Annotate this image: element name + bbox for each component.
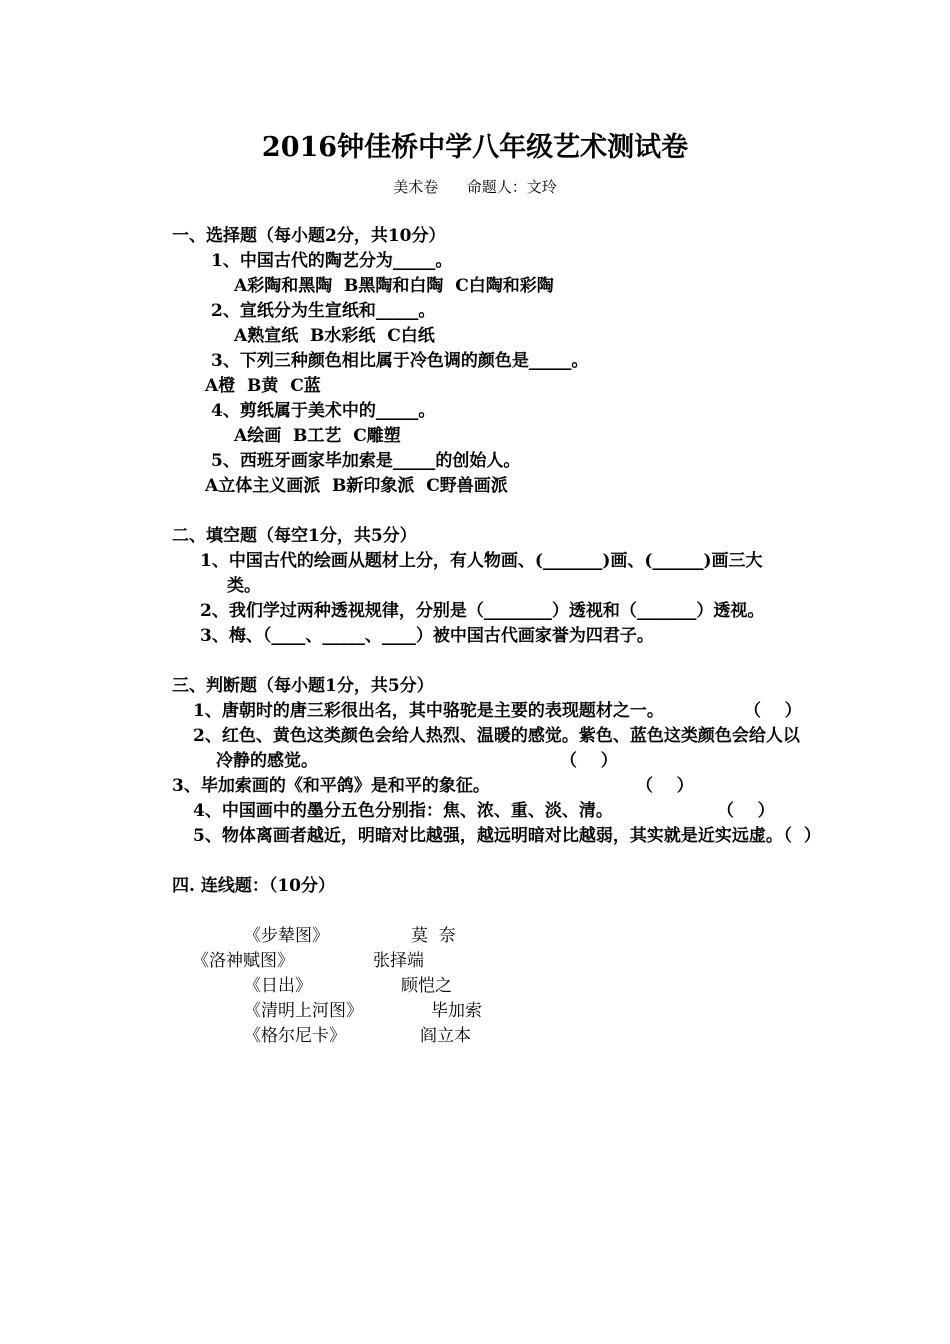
artist-item: 张择端: [373, 951, 424, 971]
section-heading: 四. 连线题：（10分）: [172, 876, 335, 896]
question-4: 4、中国画中的墨分五色分别指：焦、浓、重、淡、清。: [193, 801, 613, 821]
artist-item: 顾恺之: [401, 976, 452, 996]
question-2-options: A熟宣纸 B水彩纸 C白纸: [234, 326, 435, 346]
page-title: 2016钟佳桥中学八年级艺术测试卷: [261, 132, 689, 163]
answer-paren: （ ）: [636, 776, 694, 796]
question-2: 2、我们学过两种透视规律，分别是（________）透视和（_______）透视。: [200, 601, 765, 621]
question-2: 2、红色、黄色这类颜色会给人热烈、温暖的感觉。紫色、蓝色这类颜色会给人以: [193, 726, 800, 746]
artwork-item: 《清明上河图》: [244, 1001, 363, 1021]
question-1: 1、唐朝时的唐三彩很出名，其中骆驼是主要的表现题材之一。: [193, 701, 664, 721]
artwork-item: 《步辇图》: [244, 926, 329, 946]
question-5: 5、物体离画者越近，明暗对比越强，越远明暗对比越弱，其实就是近实远虚。: [193, 826, 783, 846]
question-1: 1、中国古代的绘画从题材上分，有人物画、(_______)画、(______)画三大: [200, 551, 763, 571]
question-5-options: A立体主义画派 B新印象派 C野兽画派: [205, 476, 508, 496]
answer-paren: （ ）: [775, 826, 821, 846]
artist-item: 毕加索: [431, 1001, 482, 1021]
section-heading: 二、填空题（每空1分，共5分）: [172, 526, 417, 546]
question-4-options: A绘画 B工艺 C雕塑: [234, 426, 401, 446]
question-3: 3、下列三种颜色相比属于冷色调的颜色是_____。: [211, 351, 589, 371]
answer-paren: （ ）: [560, 751, 618, 771]
question-3: 3、梅、（____、_____、____）被中国古代画家誉为四君子。: [200, 626, 654, 646]
section-heading: 一、选择题（每小题2分，共10分）: [172, 226, 446, 246]
page-subtitle: 美术卷 命题人：文玲: [393, 178, 557, 196]
question-1-continued: 类。: [227, 576, 261, 596]
question-2: 2、宣纸分为生宣纸和_____。: [211, 301, 436, 321]
question-5: 5、西班牙画家毕加索是_____的创始人。: [211, 451, 521, 471]
question-1-options: A彩陶和黑陶 B黑陶和白陶 C白陶和彩陶: [234, 276, 554, 296]
answer-paren: （ ）: [717, 801, 775, 821]
question-3-options: A橙 B黄 C蓝: [205, 376, 321, 396]
artist-item: 莫 奈: [411, 926, 456, 946]
question-1: 1、中国古代的陶艺分为_____。: [211, 251, 453, 271]
question-2-continued: 冷静的感觉。: [216, 751, 318, 771]
artist-item: 阎立本: [420, 1026, 471, 1046]
artwork-item: 《日出》: [244, 976, 312, 996]
section-heading: 三、判断题（每小题1分，共5分）: [172, 676, 434, 696]
question-4: 4、剪纸属于美术中的_____。: [211, 401, 436, 421]
artwork-item: 《洛神赋图》: [192, 951, 294, 971]
question-3: 3、毕加索画的《和平鸽》是和平的象征。: [172, 776, 490, 796]
answer-paren: （ ）: [744, 701, 802, 721]
artwork-item: 《格尔尼卡》: [244, 1026, 346, 1046]
